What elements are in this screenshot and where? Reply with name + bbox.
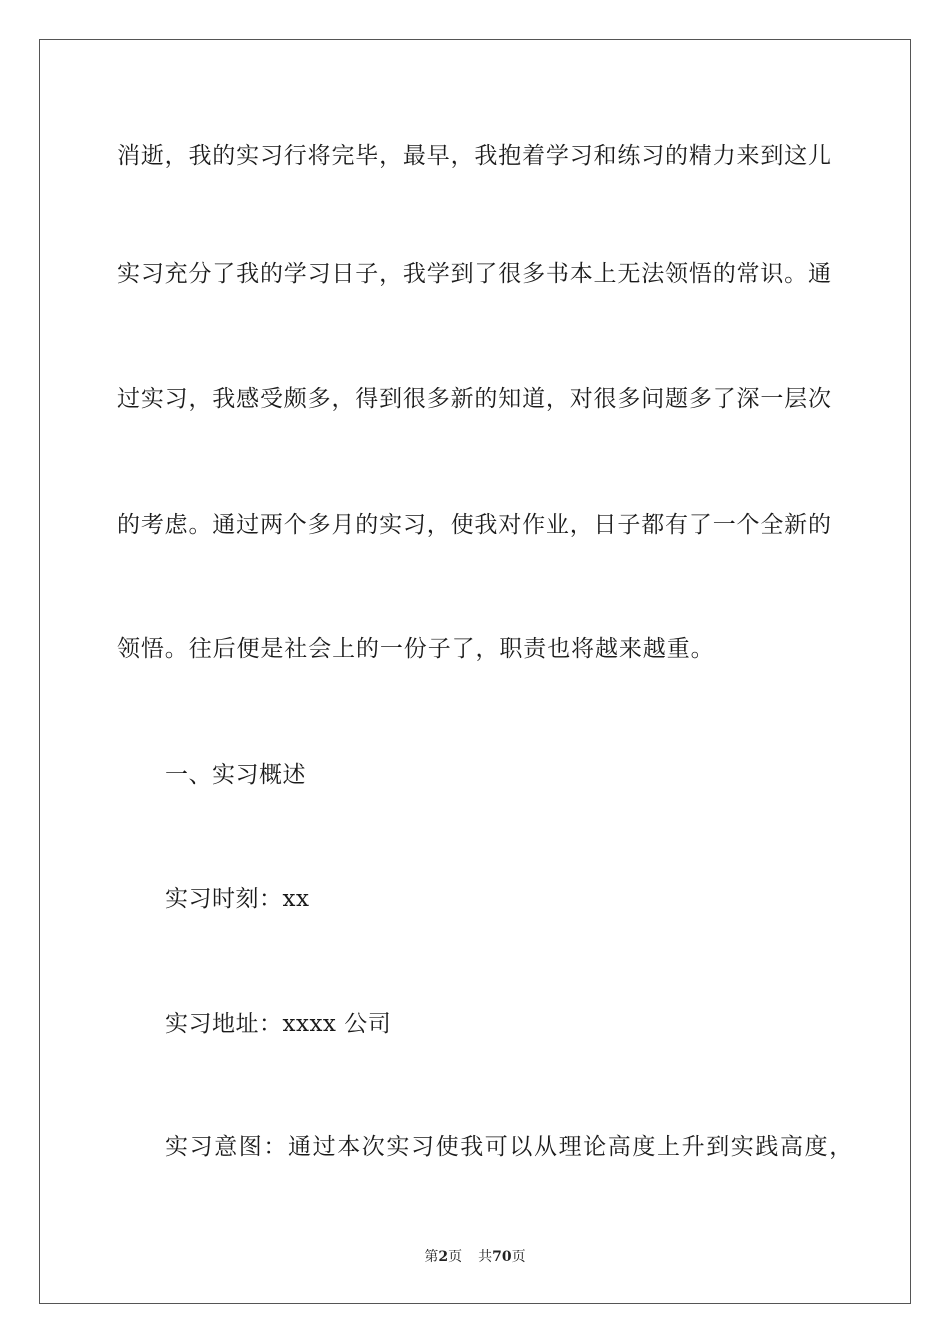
item-internship-time: 实习时刻：xx — [165, 886, 310, 912]
footer-page-number: 2 — [438, 1249, 449, 1265]
footer-page-suffix: 页 — [448, 1249, 463, 1265]
footer-total-suffix: 页 — [511, 1249, 526, 1265]
item-internship-location: 实习地址：xxxx 公司 — [165, 1011, 392, 1037]
page-border — [39, 39, 911, 1304]
body-text-line-2: 实习充分了我的学习日子，我学到了很多书本上无法领悟的常识。通 — [117, 261, 831, 287]
body-text-line-1: 消逝，我的实习行将完毕，最早，我抱着学习和练习的精力来到这儿 — [117, 143, 831, 169]
footer-total-pages: 70 — [492, 1249, 512, 1265]
item-internship-purpose: 实习意图：通过本次实习使我可以从理论高度上升到实践高度， — [165, 1134, 854, 1160]
body-text-line-5: 领悟。往后便是社会上的一份子了，职责也将越来越重。 — [117, 636, 715, 662]
footer-page-prefix: 第 — [424, 1249, 439, 1265]
section-heading: 一、实习概述 — [165, 762, 306, 788]
footer-total-prefix: 共 — [478, 1249, 493, 1265]
body-text-line-3: 过实习，我感受颇多，得到很多新的知道，对很多问题多了深一层次 — [117, 386, 831, 412]
page-footer — [0, 1248, 950, 1266]
body-text-line-4: 的考虑。通过两个多月的实习，使我对作业，日子都有了一个全新的 — [117, 512, 831, 538]
